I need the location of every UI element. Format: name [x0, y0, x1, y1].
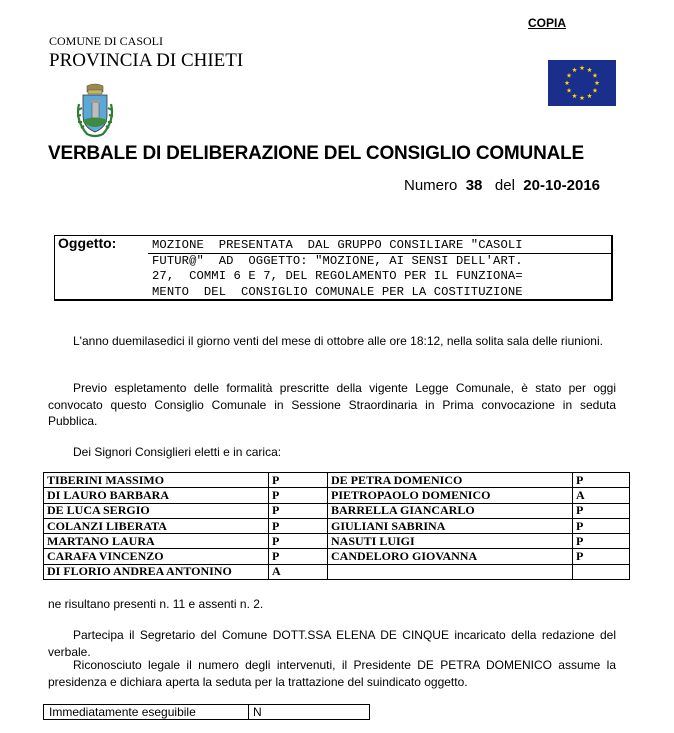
attendance-summary: ne risultano presenti n. 11 e assenti n. 2. — [48, 597, 264, 611]
councillor-name: PIETROPAOLO DOMENICO — [328, 488, 573, 503]
attendance-status: P — [269, 534, 328, 549]
subject-line: 27, COMMI 6 E 7, DEL REGOLAMENTO PER IL FUNZIONA= — [152, 269, 523, 283]
attendance-status: P — [573, 518, 630, 533]
subject-line: MOZIONE PRESENTATA DAL GRUPPO CONSILIARE "CASOLI — [152, 238, 523, 252]
councillor-name: CARAFA VINCENZO — [44, 549, 269, 564]
paragraph-text: Riconosciuto legale il numero degli intervenuti, il Presidente DE PETRA DOMENICO assume la presidenza e dichiara aperta la seduta per la trattazione del suindicato oggetto. — [48, 658, 616, 689]
councillor-row — [44, 549, 630, 564]
attendance-status: P — [269, 488, 328, 503]
subject-label: Oggetto: — [58, 235, 117, 251]
numero-label: Numero — [404, 177, 458, 194]
councillor-name: GIULIANI SABRINA — [328, 518, 573, 533]
deliberation-date: 20-10-2016 — [523, 177, 601, 194]
del-label: del — [494, 177, 515, 194]
attendance-status: P — [269, 549, 328, 564]
president-paragraph — [48, 657, 616, 690]
councillor-row — [44, 564, 630, 579]
copy-stamp: COPIA — [528, 16, 567, 30]
attendance-status: A — [573, 488, 630, 503]
attendance-status — [573, 564, 630, 579]
councillor-name — [328, 564, 573, 579]
councillor-name: CANDELORO GIOVANNA — [328, 549, 573, 564]
box-divider — [248, 705, 249, 719]
secretary-paragraph — [48, 627, 616, 660]
paragraph-text: Previo espletamento delle formalità prescritte della vigente Legge Comunale, è stato per oggi convocato questo Consiglio Comunale in Sessione Straordinaria in Prima convocazione in seduta Pubblica. — [48, 381, 616, 428]
councillor-row — [44, 488, 630, 503]
convocation-paragraph — [48, 380, 616, 430]
attendance-status: P — [573, 503, 630, 518]
attendance-status: P — [573, 549, 630, 564]
councillor-name: DI FLORIO ANDREA ANTONINO — [44, 564, 269, 579]
councillor-name: DI LAURO BARBARA — [44, 488, 269, 503]
councillor-row — [44, 518, 630, 533]
councillor-name: DE LUCA SERGIO — [44, 503, 269, 518]
attendance-status: P — [269, 503, 328, 518]
numero-value: 38 — [465, 177, 483, 194]
document-title: VERBALE DI DELIBERAZIONE DEL CONSIGLIO COMUNALE — [48, 143, 584, 164]
councillor-name: BARRELLA GIANCARLO — [328, 503, 573, 518]
subject-text — [152, 238, 523, 300]
paragraph-text: L'anno duemilasedici il giorno venti del mese di ottobre alle ore 18:12, nella solita sala delle riunioni. — [73, 334, 603, 348]
councillor-name: NASUTI LUIGI — [328, 534, 573, 549]
councillor-row — [44, 503, 630, 518]
municipal-crest-icon — [73, 82, 117, 140]
attendance-status: P — [573, 473, 630, 488]
councillor-row — [44, 534, 630, 549]
councillor-name: TIBERINI MASSIMO — [44, 473, 269, 488]
attendance-status: P — [269, 518, 328, 533]
attendance-status: A — [269, 564, 328, 579]
paragraph-text: Partecipa il Segretario del Comune DOTT.SSA ELENA DE CINQUE incaricato della redazione del verbale. — [48, 628, 616, 659]
municipality-name: COMUNE DI CASOLI — [49, 34, 163, 48]
immediate-execution-box — [43, 704, 370, 720]
attendance-status: P — [573, 534, 630, 549]
councillors-table — [43, 472, 630, 580]
councillor-row — [44, 473, 630, 488]
councillor-name: COLANZI LIBERATA — [44, 518, 269, 533]
deliberation-number — [404, 177, 600, 194]
province-name: PROVINCIA DI CHIETI — [49, 50, 244, 71]
eu-flag-icon — [548, 60, 616, 106]
subject-line: FUTUR@" AD OGGETTO: "MOZIONE, AI SENSI DELL'ART. — [152, 253, 523, 268]
councillor-name: DE PETRA DOMENICO — [328, 473, 573, 488]
meeting-date-paragraph — [48, 333, 616, 350]
councillor-name: MARTANO LAURA — [44, 534, 269, 549]
subject-line: MENTO DEL CONSIGLIO COMUNALE PER LA COSTITUZIONE — [152, 284, 523, 299]
immediate-execution-value: N — [253, 705, 262, 719]
councillors-intro: Dei Signori Consiglieri eletti e in carica: — [73, 445, 282, 459]
immediate-execution-label: Immediatamente eseguibile — [49, 705, 196, 719]
attendance-status: P — [269, 473, 328, 488]
